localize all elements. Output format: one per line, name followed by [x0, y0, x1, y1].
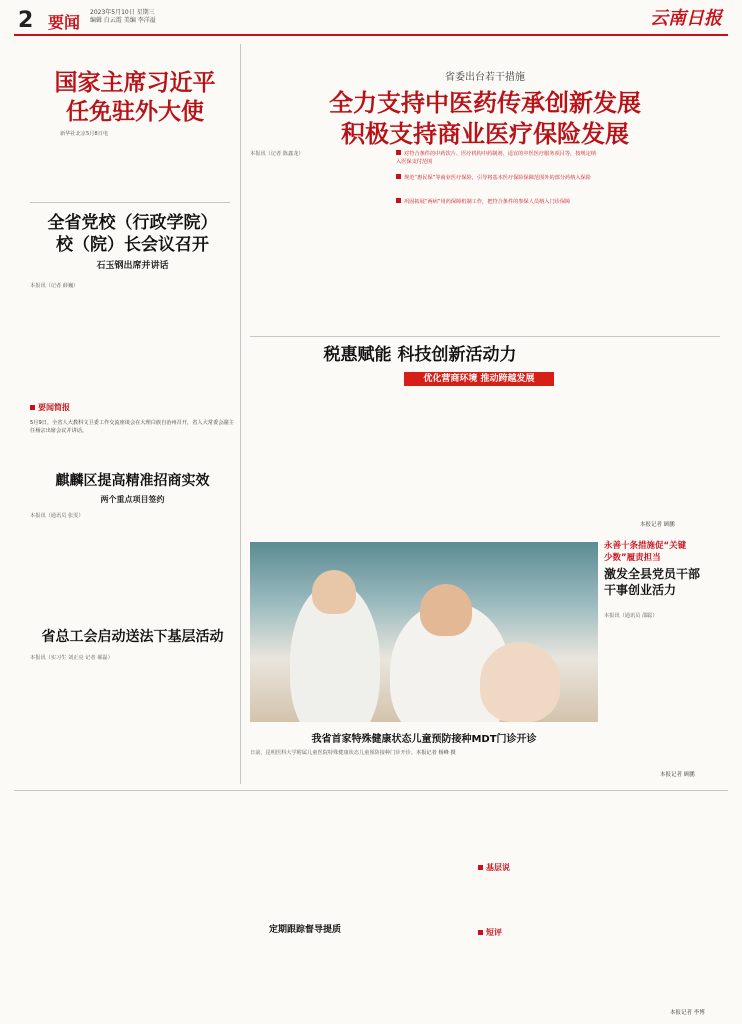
- child-figure: [480, 642, 560, 722]
- bottom-title: 定期跟踪督导提质: [268, 925, 341, 935]
- lead-body-b: [396, 232, 596, 322]
- bottom-body-b: [132, 798, 232, 1008]
- yongshan-title-line3: 激发全县党员干部: [604, 567, 701, 581]
- lead-bullets: [396, 150, 596, 222]
- president-body-a: 新华社北京5月8日电: [60, 131, 109, 137]
- doctor-head: [420, 584, 472, 636]
- qilin-headline: [30, 472, 235, 505]
- yongshan-signoff: 本报记者 顾鹏: [660, 772, 695, 778]
- brief-text: 5月9日，全省人大教科文卫委工作交流座谈会在大理白族自治州召开，省人大常委会副主任杨宗出席会议并讲话。: [30, 420, 234, 434]
- lead-title-line1: 全力支持中医药传承创新发展: [329, 88, 641, 117]
- tax-title: 税惠赋能 科技创新活动力: [323, 345, 517, 365]
- edition-editors: 编辑 白云霞 美编 李洋溢: [90, 17, 156, 24]
- qilin-subtitle: 两个重点项目签约: [100, 495, 165, 504]
- party-school-title-line2: 校（院）长会议召开: [56, 235, 209, 255]
- lead-bullet-3: 巩固拓展“两病”用药保障机制工作，把符合条件的参保人员纳入门诊保障: [396, 198, 596, 218]
- column-rule-left: [240, 44, 241, 784]
- party-school-subtitle: 石玉钢出席并讲话: [96, 261, 169, 271]
- label-grassroots: 基层说: [478, 862, 722, 873]
- lead-headline: [250, 68, 720, 149]
- bottom-body-d: [250, 936, 360, 1008]
- bottom-body-c: [250, 798, 360, 918]
- brief-box: [30, 402, 235, 437]
- newspaper-name: 云南日报: [650, 8, 722, 29]
- grassroots-body: [478, 877, 722, 923]
- divider: [30, 202, 230, 203]
- lead-body-c: [603, 150, 720, 330]
- tax-headline: [250, 344, 590, 366]
- header-rule: [14, 34, 728, 36]
- president-body-b: [145, 130, 230, 190]
- union-body-a: 本报讯（实习生 刘正亮 记者 郝磊）: [30, 655, 113, 661]
- page-number: 2: [18, 8, 34, 33]
- party-school-headline: [30, 212, 235, 271]
- column-labels: [478, 862, 722, 1012]
- yongshan-title-line2: 少数”履责担当: [604, 553, 661, 563]
- lead-title-line2: 积极支持商业医疗保险发展: [341, 119, 629, 148]
- nurse-head: [312, 570, 356, 614]
- lead-bullet-2: 规范“惠民保”等商业医疗保险，引导将基本医疗保险保障范围外的部分药纳入保险: [396, 174, 596, 194]
- photo-caption: 我省首家特殊健康状态儿童预防接种MDT门诊开诊: [311, 734, 537, 745]
- yongshan-body: 本报讯（通讯员 邵聪）: [604, 613, 658, 619]
- lead-body-a: 本报讯（记者 陈鑫龙）: [250, 151, 304, 157]
- divider: [14, 790, 728, 791]
- president-title-line1: 国家主席习近平: [54, 69, 216, 96]
- bottom-body-e: [364, 798, 474, 1008]
- yongshan-title-line4: 干事创业活力: [604, 583, 677, 597]
- bottom-body-f: [478, 798, 588, 858]
- party-school-body-b: [132, 282, 232, 390]
- president-headline: [30, 68, 240, 126]
- photo-caption-detail: 日前，昆明医科大学附属儿童医院特殊健康状态儿童预防接种门诊开诊。本报记者 杨峰 摄: [250, 750, 456, 756]
- union-body-b: [132, 654, 232, 774]
- bottom-body-a: [30, 798, 128, 1008]
- lead-kicker: 省委出台若干措施: [445, 72, 525, 83]
- tax-signoff: 本报记者 顾鹏: [640, 522, 675, 528]
- tax-body-a: [250, 392, 360, 532]
- tax-band: 优化营商环境 推动跨越发展: [404, 372, 554, 386]
- vaccination-photo: [250, 542, 598, 722]
- yongshan-title-line1: 永善十条措施促“关键: [604, 541, 687, 551]
- lead-bullet-1: 对符合条件的中药饮片、医疗机构中药制剂、适宜的中医医疗服务项目等，按规定纳入医保支付范围: [396, 151, 596, 165]
- tax-body-c: [478, 392, 588, 532]
- bottom-subhead: [250, 922, 360, 935]
- yongshan-headline: [604, 540, 722, 598]
- party-school-body-a: 本报讯（记者 薛巍）: [30, 283, 79, 289]
- commentary-body: [478, 942, 722, 1012]
- qilin-body-a: 本报讯（通讯员 张雯）: [30, 513, 84, 519]
- tax-body-b: [364, 392, 474, 532]
- qilin-body-b: [132, 512, 232, 612]
- bottom-body-g: [596, 798, 722, 858]
- section-name: 要闻: [48, 13, 81, 32]
- tax-body-d: [596, 392, 720, 512]
- label-commentary: 短评: [478, 927, 722, 938]
- president-title-line2: 任免驻外大使: [66, 98, 204, 125]
- union-title: 省总工会启动送法下基层活动: [41, 629, 224, 645]
- divider: [250, 336, 720, 337]
- union-headline: [30, 628, 235, 646]
- brief-label: 要闻简报: [30, 402, 235, 413]
- photo-caption-block: [250, 730, 598, 765]
- edition-date: 2023年5月10日 星期三: [90, 9, 155, 16]
- qilin-title: 麒麟区提高精准招商实效: [55, 473, 210, 489]
- party-school-title-line1: 全省党校（行政学院）: [47, 213, 218, 233]
- bottom-signoff: 本报记者 李博: [670, 1010, 705, 1016]
